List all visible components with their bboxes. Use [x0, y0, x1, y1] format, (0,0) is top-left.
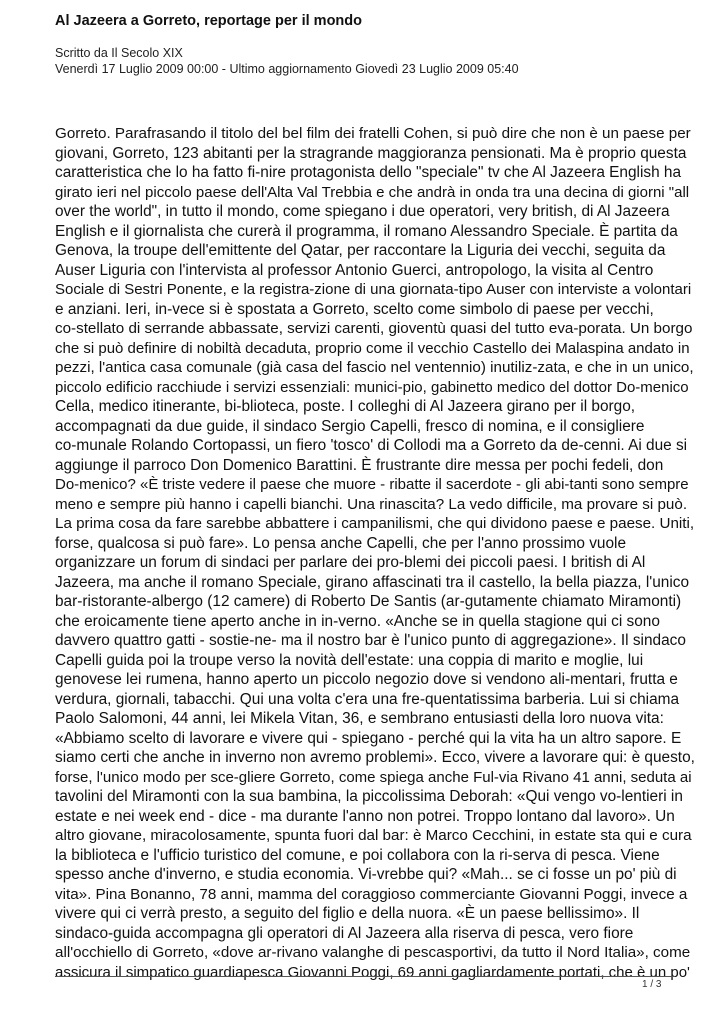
page-title: Al Jazeera a Gorreto, reportage per il mondo [55, 13, 362, 29]
body-text-line: davvero quattro gatti - sostie-ne- ma il nostro bar è l'unico punto di aggregazione». Il sindaco [55, 632, 686, 649]
body-text-line: Do-menico? «È triste vedere il paese che muore - ribatte il sacerdote - gli abi-tanti sono sempre [55, 476, 689, 493]
article-body [55, 124, 695, 982]
body-text-line: giovani, Gorreto, 123 abitanti per la stragrande maggioranza pensionati. Ma è proprio questa [55, 144, 687, 162]
body-text-line: sindaco-guida accompagna gli operatori di Al Jazeera alla riserva di pesca, vero fiore [55, 924, 634, 942]
body-text-line: piccolo edificio racchiude i servizi essenziali: munici-pio, gabinetto medico del dottor Do-menico [55, 378, 689, 396]
body-text-line: e anziani. Ieri, in-vece si è spostata a Gorreto, scelto come simbolo di paese per vecchi, [55, 300, 654, 318]
date-line: Venerdì 17 Luglio 2009 00:00 - Ultimo aggiornamento Giovedì 23 Luglio 2009 05:40 [55, 62, 519, 76]
footer-divider [55, 976, 675, 977]
body-text-line: estate e nei week end - dice - ma durante l'anno non potrei. Troppo lontano dal lavoro». Un [55, 807, 675, 825]
body-text-line: forse, qualcosa si può fare». Lo pensa anche Capelli, che per l'anno prossimo vuole [55, 534, 627, 552]
body-text-line: caratteristica che lo ha fatto fi-nire protagonista dello "speciale" tv che Al Jazeera English ha [55, 164, 682, 181]
body-text-line: La prima cosa da fare sarebbe abbattere i campanilismi, che qui dividono paese e paese. Uniti, [55, 515, 695, 532]
body-text-line: Paolo Salomoni, 44 anni, lei Mikela Vitan, 36, e sembrano entusiasti della loro nuova vita: [55, 710, 664, 727]
body-text-line: forse, l'unico modo per sce-gliere Gorreto, come spiega anche Ful-via Rivano 41 anni, seduta ai [55, 768, 692, 786]
body-text-line: girato ieri nel piccolo paese dell'Alta Val Trebbia e che andrà in onda tra una decina di giorni "all [55, 183, 690, 201]
body-text-line: meno e sempre più hanno i capelli bianchi. Una rinascita? La vedo difficile, ma provare si può. [55, 495, 688, 513]
body-text-line: Cella, medico itinerante, bi-blioteca, poste. I colleghi di Al Jazeera girano per il borgo, [55, 398, 636, 415]
body-text-line: siamo certi che anche in inverno non avremo problemi». Ecco, vivere a lavorare qui: è questo, [55, 749, 695, 766]
body-text-line: Genova, la troupe dell'emittente del Qatar, per raccontare la Liguria dei vecchi, seguita da [55, 242, 666, 259]
body-text-line: spesso anche d'inverno, e studia economia. Vi-vrebbe qui? «Mah... se ci fosse un po' più di [55, 866, 677, 883]
article-meta [55, 45, 519, 77]
body-text-line: assicura il simpatico guardiapesca Giovanni Poggi, 69 anni gagliardamente portati, che è un po' [55, 963, 690, 981]
author-line: Scritto da Il Secolo XIX [55, 46, 183, 60]
body-text-line: verdura, giornali, tabacchi. Qui una volta c'era una fre-quentatissima barberia. Lui si chiama [55, 690, 680, 708]
body-text-line: bar-ristorante-albergo (12 camere) di Roberto De Santis (ar-gutamente chiamato Miramonti) [55, 593, 682, 610]
body-text-line: Jazeera, ma anche il romano Speciale, girano affascinati tra il castello, la bella piazza, l'unico [55, 573, 690, 591]
body-text-line: English e il giornalista che curerà il programma, il romano Alessandro Speciale. È partita da [55, 222, 678, 240]
body-text-line: co-munale Rolando Cortopassi, un fiero 'tosco' di Collodi ma a Gorreto da de-cenni. Ai due si [55, 437, 688, 454]
body-text-line: Gorreto. Parafrasando il titolo del bel film dei fratelli Cohen, si può dire che non è un paese per [55, 125, 691, 142]
body-text-line: accompagnati da due guide, il sindaco Sergio Capelli, fresco di nomina, e il consigliere [55, 417, 645, 435]
body-text-line: genovese lei rumena, hanno aperto un piccolo negozio dove si vendono ali-mentari, frutta e [55, 671, 678, 688]
body-text-line: co-stellato di serrande abbassate, servizi carenti, gioventù quasi del tutto eva-porata. Un borgo [55, 320, 693, 337]
body-text-line: Auser Liguria con l'intervista al professor Antonio Guerci, antropologo, la visita al Centro [55, 261, 654, 279]
body-text-line: Capelli guida poi la troupe verso la novità dell'estate: una coppia di marito e moglie, lui [55, 651, 644, 669]
body-text-line: tavolini del Miramonti con la sua bambina, la piccolissima Deborah: «Qui vengo vo-lentieri in [55, 788, 683, 805]
body-text-line: organizzare un forum di sindaci per parlare dei pro-blemi dei piccoli paesi. I british di Al [55, 554, 646, 571]
body-text-line: che eroicamente tiene aperto anche in in-verno. «Anche se in quella stagione qui ci sono [55, 612, 660, 630]
page-number: 1 / 3 [642, 979, 662, 990]
body-text-line: vita». Pina Bonanno, 78 anni, mamma del coraggioso commerciante Giovanni Poggi, invece a [55, 885, 688, 903]
body-text-line: all'occhiello di Gorreto, «dove ar-rivano valanghe di pescasportivi, da tutto il Nord Italia», come [55, 944, 691, 961]
body-text-line: la biblioteca e l'ufficio turistico del comune, e poi collabora con la ri-serva di pesca. Viene [55, 846, 660, 864]
body-text-line: «Abbiamo scelto di lavorare e vivere qui - spiegano - perché qui la vita ha un altro sapore. E [55, 729, 682, 747]
body-text-line: Sociale di Sestri Ponente, e la registra-zione di una giornata-tipo Auser con interviste a volontari [55, 281, 692, 298]
body-text-line: vivere qui ci verrà presto, a seguito del figlio e della nuora. «È un paese bellissimo». Il [55, 905, 640, 922]
body-text-line: aggiunge il parroco Don Domenico Barattini. È frustrante dire messa per pochi fedeli, don [55, 456, 664, 474]
body-text-line: over the world", in tutto il mondo, come spiegano i due operatori, very british, di Al Jazeera [55, 203, 670, 220]
body-text-line: altro giovane, miracolosamente, spunta fuori dal bar: è Marco Cecchini, in estate sta qui e cura [55, 827, 692, 844]
body-text-line: pezzi, l'antica casa comunale (già casa del fascio nel ventennio) inutiliz-zata, e che in un unico, [55, 359, 694, 376]
body-text-line: che si può definire di nobiltà decaduta, proprio come il vecchio Castello dei Malaspina andato in [55, 339, 690, 357]
